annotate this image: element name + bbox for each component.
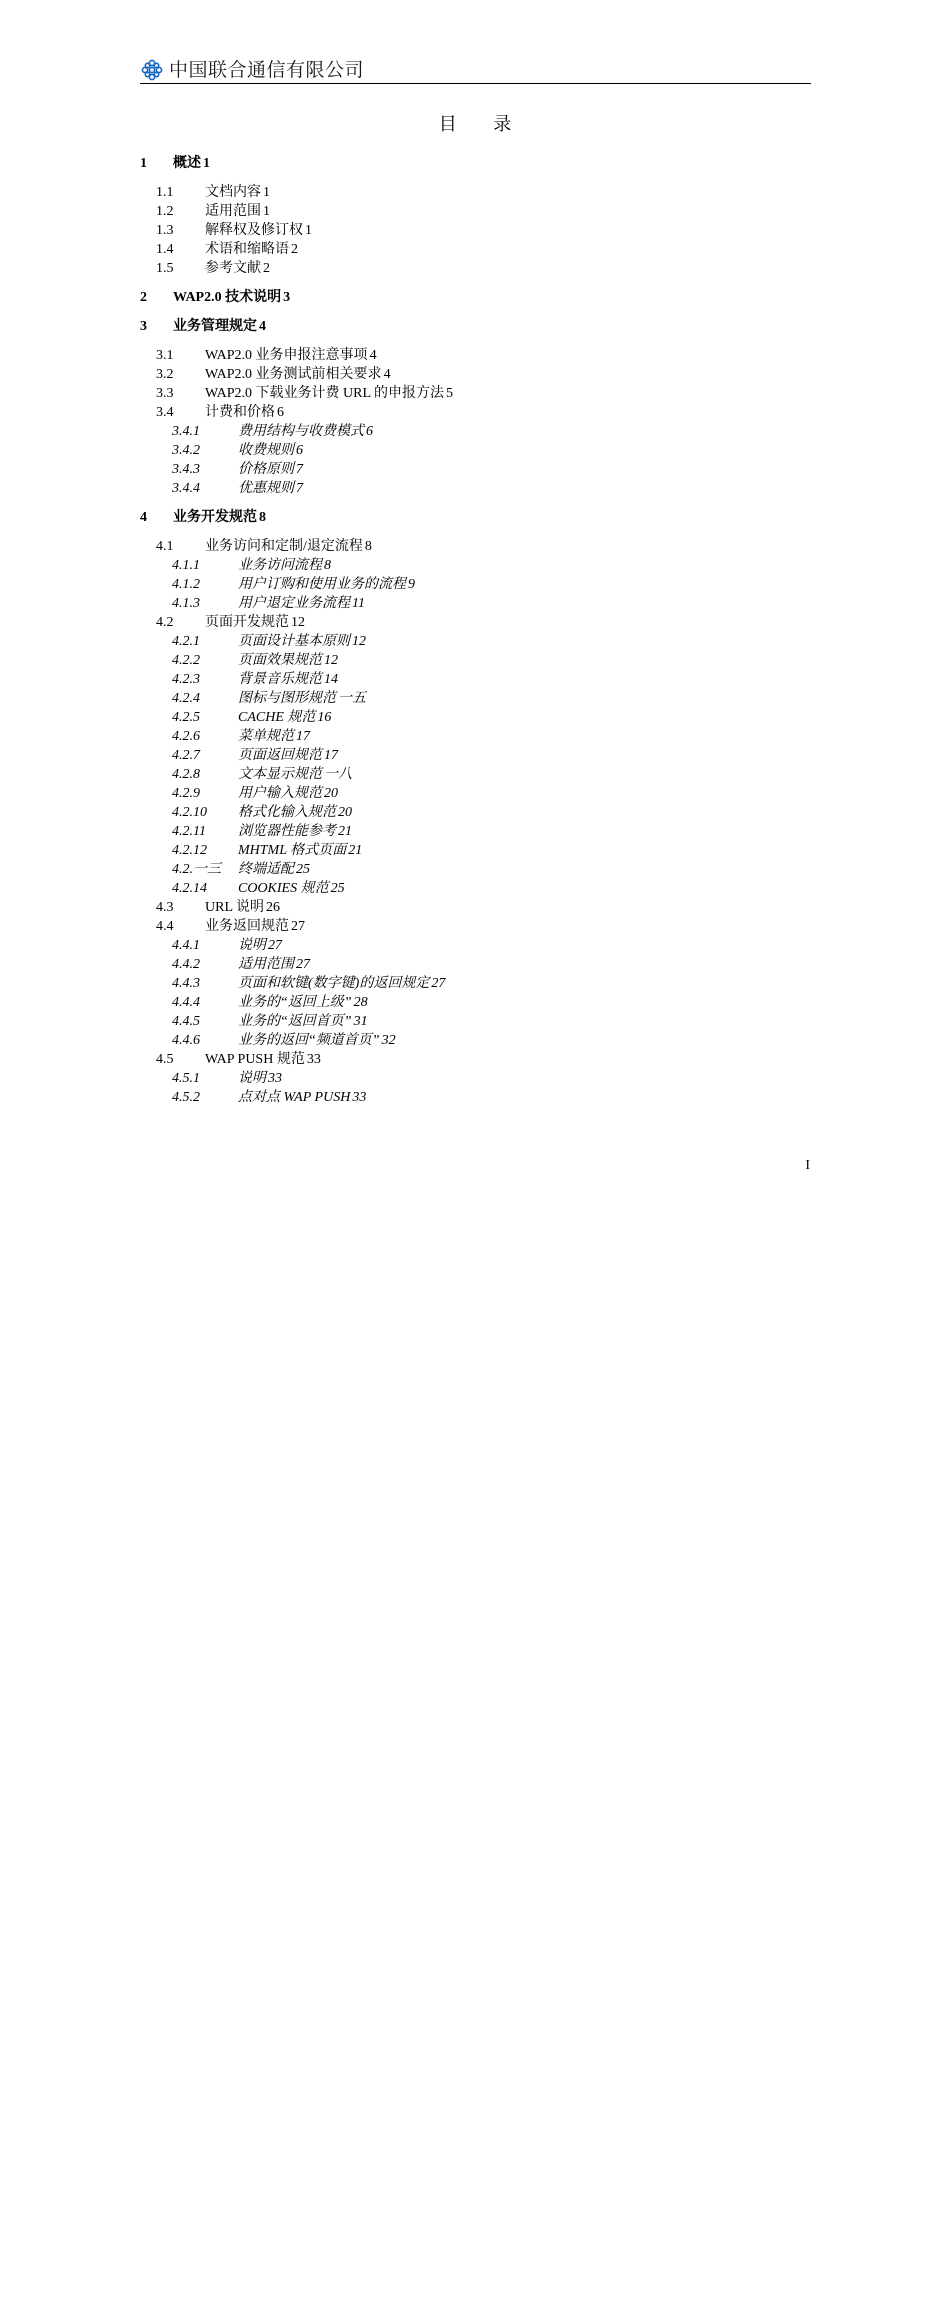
toc-entry-title: 浏览器性能参考 [238, 824, 336, 839]
toc-entry-number: 4.4.5 [172, 1014, 200, 1029]
toc-entry-page: 4 [383, 367, 391, 382]
toc-entry-number: 4.2 [156, 615, 174, 630]
toc-entry-title: 文档内容 [205, 185, 261, 200]
toc-entry-number: 4.1.3 [172, 596, 200, 611]
table-of-contents [140, 154, 811, 1107]
toc-entry-number: 4.2.9 [172, 786, 200, 801]
toc-entry-title: 计费和价格 [205, 405, 275, 420]
china-unicom-knot-logo [140, 59, 164, 81]
toc-entry-page: 20 [338, 805, 352, 820]
toc-entry-title: 业务管理规定 [173, 319, 257, 334]
toc-entry-title: 收费规则 [238, 443, 294, 458]
toc-entry-page: 33 [352, 1090, 367, 1105]
toc-entry-number: 4.2.4 [172, 691, 200, 706]
toc-entry-number: 4.5.1 [172, 1071, 200, 1086]
toc-entry-page: 12 [352, 634, 366, 649]
toc-entry-page: 1 [203, 156, 210, 171]
toc-entry-number: 1.5 [156, 261, 174, 276]
toc-entry-number: 4.2.7 [172, 748, 200, 763]
toc-entry-page: 6 [296, 443, 303, 458]
toc-entry-page: 8 [324, 558, 331, 573]
toc-entry-page: 12 [291, 615, 305, 630]
toc-entry-title: 费用结构与收费模式 [238, 424, 364, 439]
toc-entry-title: CACHE 规范 [238, 710, 316, 725]
toc-entry-title: WAP2.0 业务申报注意事项 [205, 348, 368, 363]
toc-entry-page: 一八 [324, 767, 352, 782]
toc-entry-page: 27 [431, 976, 446, 991]
toc-entry-title: 终端适配 [238, 862, 294, 877]
toc-entry-number: 4.2.14 [172, 881, 207, 896]
toc-entry[interactable] [140, 154, 811, 173]
toc-entry-number: 4.2.2 [172, 653, 200, 668]
toc-entry-number: 3.4 [156, 405, 174, 420]
toc-entry-number: 4.2.12 [172, 843, 207, 858]
toc-entry-number: 4.2.一三 [172, 862, 221, 877]
toc-entry-title: URL 说明 [205, 900, 264, 915]
toc-entry-page: 4 [259, 319, 266, 334]
toc-entry-number: 4.3 [156, 900, 174, 915]
toc-entry-number: 4.1.2 [172, 577, 200, 592]
toc-entry-number: 3.2 [156, 367, 174, 382]
toc-entry-number: 4.2.3 [172, 672, 200, 687]
toc-entry-title: 用户输入规范 [238, 786, 322, 801]
toc-entry-number: 4 [140, 510, 147, 525]
toc-entry-number: 4.2.11 [172, 824, 206, 839]
toc-entry-number: 4.2.8 [172, 767, 200, 782]
toc-entry-title: WAP2.0 下载业务计费 URL 的申报方法 [205, 386, 445, 401]
toc-entry-number: 1.3 [156, 223, 174, 238]
toc-entry-page: 28 [353, 995, 368, 1010]
toc-entry-page: 3 [283, 290, 291, 305]
toc-entry-title: 页面开发规范 [205, 615, 289, 630]
toc-entry-number: 3.3 [156, 386, 174, 401]
toc-entry-page: 25 [296, 862, 310, 877]
toc-entry-title: 说明 [238, 1071, 266, 1086]
toc-entry-page: 5 [446, 386, 454, 401]
toc-entry-page: 4 [369, 348, 377, 363]
toc-entry-number: 4.4.4 [172, 995, 200, 1010]
toc-entry-page: 7 [296, 481, 303, 496]
toc-entry-page: 17 [296, 729, 310, 744]
toc-entry-title: 页面效果规范 [238, 653, 322, 668]
toc-entry-page: 12 [324, 653, 338, 668]
toc-entry-title: 背景音乐规范 [238, 672, 322, 687]
toc-entry-title: MHTML 格式页面 [238, 843, 347, 858]
toc-entry-title: 页面设计基本原则 [238, 634, 350, 649]
toc-entry-page: 27 [291, 919, 305, 934]
toc-entry-page: 31 [353, 1014, 368, 1029]
toc-entry-number: 4.4 [156, 919, 174, 934]
toc-entry-title: 适用范围 [238, 957, 294, 972]
toc-entry-page: 8 [364, 539, 372, 554]
toc-entry-page: 6 [277, 405, 284, 420]
toc-entry-page: 7 [296, 462, 303, 477]
toc-entry-title: 菜单规范 [238, 729, 294, 744]
toc-entry-number: 1.2 [156, 204, 174, 219]
toc-entry-title: WAP2.0 技术说明 [173, 290, 282, 305]
toc-entry-number: 2 [140, 290, 147, 305]
toc-entry-page: 一五 [338, 691, 366, 706]
toc-entry-page: 11 [352, 596, 365, 611]
toc-entry-title: 格式化输入规范 [238, 805, 336, 820]
toc-entry-title: 用户订购和使用业务的流程 [238, 577, 406, 592]
toc-entry-page: 1 [305, 223, 312, 238]
toc-entry-page: 21 [348, 843, 363, 858]
toc-entry-page: 2 [291, 242, 298, 257]
toc-entry-page: 1 [263, 204, 270, 219]
toc-entry-title: 参考文献 [205, 261, 261, 276]
toc-entry-number: 4.2.6 [172, 729, 200, 744]
toc-entry-page: 9 [408, 577, 415, 592]
toc-entry-title: 解释权及修订权 [205, 223, 303, 238]
toc-entry-number: 3 [140, 319, 147, 334]
toc-entry-page: 32 [381, 1033, 396, 1048]
toc-entry-number: 3.1 [156, 348, 174, 363]
toc-entry-title: 概述 [173, 156, 201, 171]
toc-entry-page: 27 [268, 938, 282, 953]
toc-entry-title: 说明 [238, 938, 266, 953]
page-header [140, 56, 811, 84]
toc-entry-number: 1 [140, 156, 147, 171]
toc-entry-title: 页面返回规范 [238, 748, 322, 763]
toc-entry-title: WAP PUSH 规范 [205, 1052, 305, 1067]
toc-entry-number: 4.1.1 [172, 558, 200, 573]
toc-entry-title: 适用范围 [205, 204, 261, 219]
toc-entry-page: 33 [306, 1052, 321, 1067]
page-number: I [805, 1158, 810, 1173]
toc-entry-number: 4.2.10 [172, 805, 207, 820]
toc-entry-title: 术语和缩略语 [205, 242, 289, 257]
toc-entry-page: 27 [296, 957, 310, 972]
toc-entry-page: 26 [265, 900, 280, 915]
toc-title: 目 录 [438, 114, 528, 134]
toc-entry-number: 3.4.4 [172, 481, 200, 496]
toc-entry-page: 1 [263, 185, 270, 200]
toc-entry-title: 文本显示规范 [238, 767, 322, 782]
toc-entry-number: 4.4.1 [172, 938, 200, 953]
toc-entry-title: 业务访问和定制/退定流程 [205, 539, 363, 554]
toc-entry-title: 业务的“返回上级” [238, 995, 352, 1010]
toc-entry-title: 业务返回规范 [205, 919, 289, 934]
toc-entry-number: 1.4 [156, 242, 174, 257]
toc-entry-title: 点对点 WAP PUSH [238, 1090, 351, 1105]
toc-entry-page: 16 [317, 710, 332, 725]
toc-entry-title: 业务的返回“频道首页” [238, 1033, 380, 1048]
toc-entry-title: 图标与图形规范 [238, 691, 336, 706]
toc-entry-page: 6 [366, 424, 373, 439]
toc-entry-number: 4.2.1 [172, 634, 200, 649]
toc-entry-title: 业务访问流程 [238, 558, 322, 573]
toc-entry-number: 4.5 [156, 1052, 174, 1067]
toc-entry-number: 3.4.1 [172, 424, 200, 439]
toc-entry-title: COOKIES 规范 [238, 881, 329, 896]
toc-entry-number: 4.1 [156, 539, 174, 554]
toc-entry-page: 14 [324, 672, 338, 687]
toc-entry-title: WAP2.0 业务测试前相关要求 [205, 367, 382, 382]
toc-entry-page: 17 [324, 748, 338, 763]
toc-entry-number: 4.5.2 [172, 1090, 200, 1105]
toc-entry-page: 25 [330, 881, 345, 896]
toc-entry-page: 33 [268, 1071, 282, 1086]
toc-entry-title: 优惠规则 [238, 481, 294, 496]
toc-entry-number: 1.1 [156, 185, 174, 200]
toc-entry-page: 2 [263, 261, 270, 276]
toc-entry-title: 用户退定业务流程 [238, 596, 350, 611]
toc-entry-number: 4.4.6 [172, 1033, 200, 1048]
toc-entry-title: 价格原则 [238, 462, 294, 477]
toc-entry-number: 4.2.5 [172, 710, 200, 725]
company-name: 中国联合通信有限公司 [169, 58, 365, 81]
toc-entry-title: 业务的“返回首页” [238, 1014, 352, 1029]
toc-entry-number: 4.4.2 [172, 957, 200, 972]
toc-entry-number: 3.4.2 [172, 443, 200, 458]
toc-entry-title: 业务开发规范 [173, 510, 257, 525]
toc-entry-number: 3.4.3 [172, 462, 200, 477]
toc-entry-title: 页面和软键(数字键)的返回规定 [238, 976, 430, 991]
toc-entry-number: 4.4.3 [172, 976, 200, 991]
toc-entry-page: 8 [259, 510, 266, 525]
toc-entry-page: 20 [324, 786, 338, 801]
toc-entry-page: 21 [338, 824, 352, 839]
